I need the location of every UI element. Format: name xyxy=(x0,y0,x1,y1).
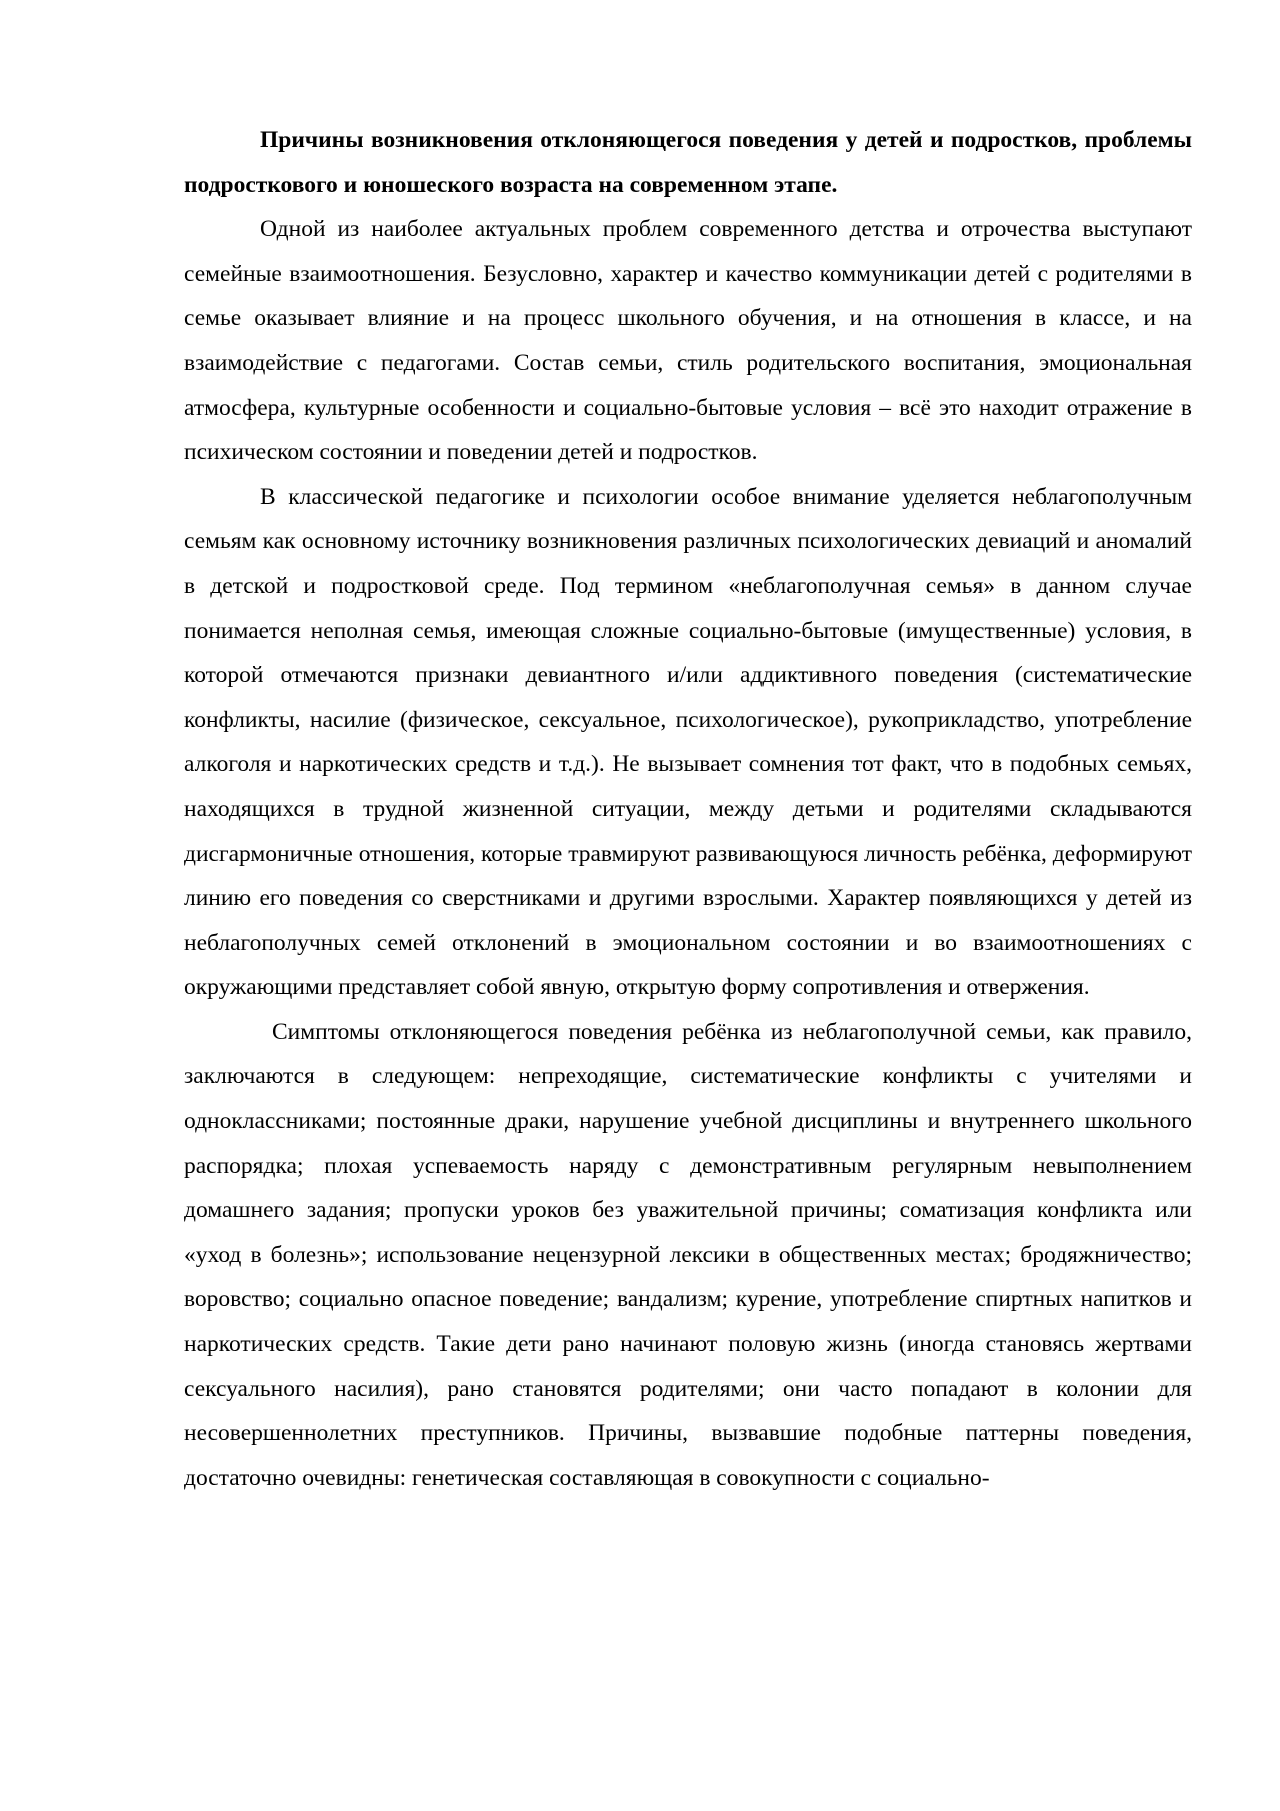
paragraph-family-relations: Одной из наиболее актуальных проблем современного детства и отрочества выступают семейные взаимоотношения. Безусловно, характер и качество коммуникации детей с родителями в семье оказывает влияние и на процесс школьного обучения, и на отношения в классе, и на взаимодействие с педагогами. Состав семьи, стиль родительского воспитания, эмоциональная атмосфера, культурные особенности и социально-бытовые условия – всё это находит отражение в психическом состоянии и поведении детей и подростков. xyxy=(184,216,1192,466)
document-body xyxy=(184,118,1192,1500)
document-heading: Причины возникновения отклоняющегося поведения у детей и подростков, проблемы подросткового и юношеского возраста на современном этапе. xyxy=(184,127,1192,198)
paragraph-deviant-symptoms: Симптомы отклоняющегося поведения ребёнка из неблагополучной семьи, как правило, заключаются в следующем: непреходящие, систематические конфликты с учителями и одноклассниками; постоянные драки, нарушение учебной дисциплины и внутреннего школьного распорядка; плохая успеваемость наряду с демонстративным регулярным невыполнением домашнего задания; пропуски уроков без уважительной причины; соматизация конфликта или «уход в болезнь»; использование нецензурной лексики в общественных местах; бродяжничество; воровство; социально опасное поведение; вандализм; курение, употребление спиртных напитков и наркотических средств. Такие дети рано начинают половую жизнь (иногда становясь жертвами сексуального насилия), рано становятся родителями; они часто попадают в колонии для несовершеннолетних преступников. Причины, вызвавшие подобные паттерны поведения, достаточно очевидны: генетическая составляющая в совокупности с социально- xyxy=(184,1018,1192,1491)
paragraph-dysfunctional-families: В классической педагогике и психологии особое внимание уделяется неблагополучным семьям как основному источнику возникновения различных психологических девиаций и аномалий в детской и подростковой среде. Под термином «неблагополучная семья» в данном случае понимается неполная семья, имеющая сложные социально-бытовые (имущественные) условия, в которой отмечаются признаки девиантного и/или аддиктивного поведения (систематические конфликты, насилие (физическое, сексуальное, психологическое), рукоприкладство, употребление алкоголя и наркотических средств и т.д.). Не вызывает сомнения тот факт, что в подобных семьях, находящихся в трудной жизненной ситуации, между детьми и родителями складываются дисгармоничные отношения, которые травмируют развивающуюся личность ребёнка, деформируют линию его поведения со сверстниками и другими взрослыми. Характер появляющихся у детей из неблагополучных семей отклонений в эмоциональном состоянии и во взаимоотношениях с окружающими представляет собой явную, открытую форму сопротивления и отвержения. xyxy=(184,483,1192,1001)
